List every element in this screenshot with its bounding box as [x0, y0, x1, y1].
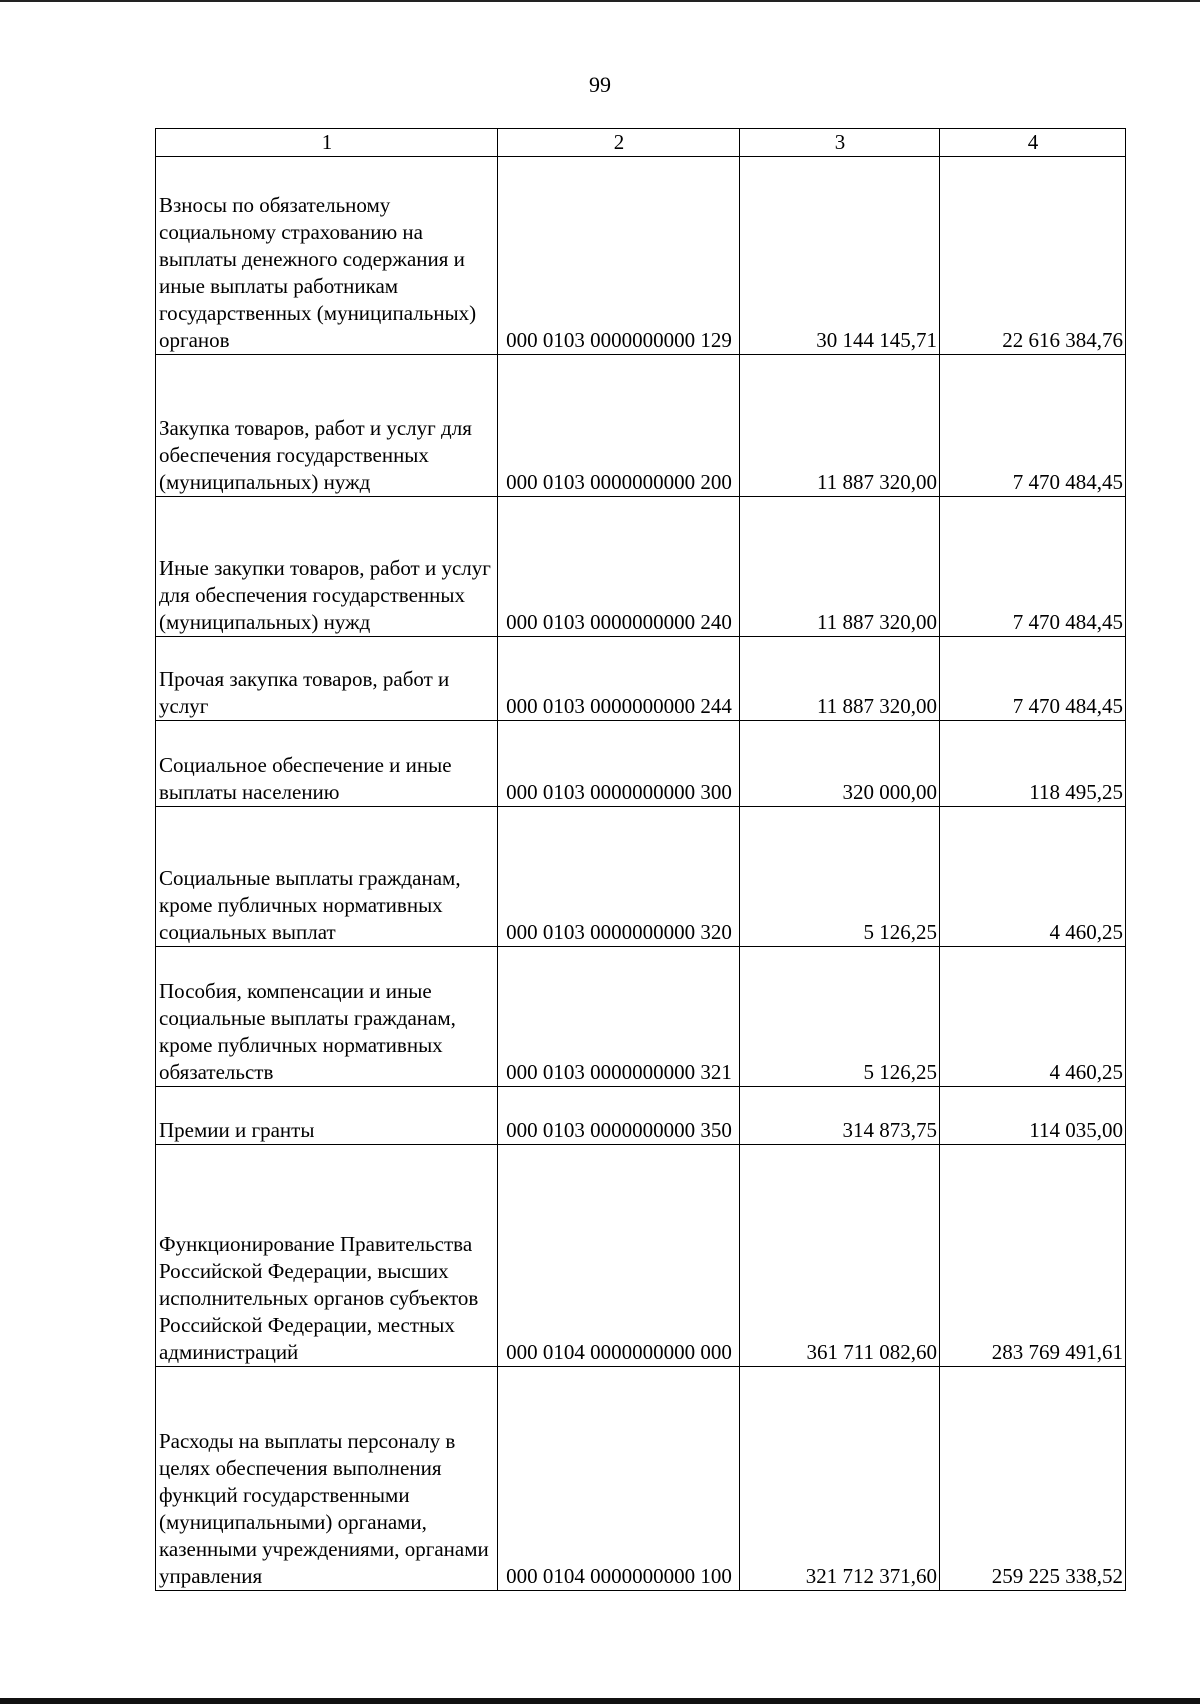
row-value-col4: 22 616 384,76 [940, 157, 1126, 355]
header-col-1: 1 [156, 129, 498, 157]
row-name: Функционирование Правительства Российской Федерации, высших исполнительных органов субъектов Российской Федерации, местных администраций [156, 1145, 498, 1367]
row-code: 000 0103 0000000000 244 [498, 637, 740, 721]
row-name: Социальные выплаты гражданам, кроме публичных нормативных социальных выплат [156, 807, 498, 947]
row-value-col4: 7 470 484,45 [940, 355, 1126, 497]
table-row [156, 1087, 1126, 1145]
row-value-col3: 320 000,00 [740, 721, 940, 807]
header-col-2: 2 [498, 129, 740, 157]
row-name: Пособия, компенсации и иные социальные выплаты гражданам, кроме публичных нормативных обязательств [156, 947, 498, 1087]
row-code: 000 0103 0000000000 200 [498, 355, 740, 497]
top-scan-edge [0, 0, 1200, 2]
row-value-col3: 30 144 145,71 [740, 157, 940, 355]
row-name: Расходы на выплаты персоналу в целях обеспечения выполнения функций государственными (муниципальными) органами, казенными учреждениями, органами управления [156, 1367, 498, 1591]
header-row [156, 129, 1126, 157]
row-value-col3: 314 873,75 [740, 1087, 940, 1145]
table-row [156, 355, 1126, 497]
row-value-col4: 283 769 491,61 [940, 1145, 1126, 1367]
row-code: 000 0104 0000000000 100 [498, 1367, 740, 1591]
table-row [156, 947, 1126, 1087]
row-value-col4: 118 495,25 [940, 721, 1126, 807]
row-name: Социальное обеспечение и иные выплаты населению [156, 721, 498, 807]
row-code: 000 0103 0000000000 320 [498, 807, 740, 947]
row-code: 000 0103 0000000000 350 [498, 1087, 740, 1145]
row-value-col3: 5 126,25 [740, 807, 940, 947]
header-col-4: 4 [940, 129, 1126, 157]
table-row [156, 721, 1126, 807]
table-row [156, 1145, 1126, 1367]
row-value-col3: 321 712 371,60 [740, 1367, 940, 1591]
table-row [156, 497, 1126, 637]
page-number: 99 [589, 72, 611, 97]
row-code: 000 0103 0000000000 240 [498, 497, 740, 637]
header-col-3: 3 [740, 129, 940, 157]
row-code: 000 0104 0000000000 000 [498, 1145, 740, 1367]
row-value-col3: 11 887 320,00 [740, 637, 940, 721]
row-code: 000 0103 0000000000 321 [498, 947, 740, 1087]
row-value-col4: 7 470 484,45 [940, 637, 1126, 721]
bottom-scan-edge [0, 1698, 1200, 1704]
row-value-col4: 4 460,25 [940, 807, 1126, 947]
row-name: Закупка товаров, работ и услуг для обеспечения государственных (муниципальных) нужд [156, 355, 498, 497]
row-value-col4: 7 470 484,45 [940, 497, 1126, 637]
table-row [156, 807, 1126, 947]
row-value-col4: 114 035,00 [940, 1087, 1126, 1145]
row-value-col3: 11 887 320,00 [740, 355, 940, 497]
row-name: Взносы по обязательному социальному страхованию на выплаты денежного содержания и иные выплаты работникам государственных (муниципальных) органов [156, 157, 498, 355]
row-name: Прочая закупка товаров, работ и услуг [156, 637, 498, 721]
row-value-col4: 259 225 338,52 [940, 1367, 1126, 1591]
table-row [156, 637, 1126, 721]
budget-table [155, 128, 1126, 1591]
row-value-col3: 361 711 082,60 [740, 1145, 940, 1367]
row-value-col4: 4 460,25 [940, 947, 1126, 1087]
row-name: Иные закупки товаров, работ и услуг для обеспечения государственных (муниципальных) нужд [156, 497, 498, 637]
row-code: 000 0103 0000000000 300 [498, 721, 740, 807]
row-value-col3: 5 126,25 [740, 947, 940, 1087]
table-row [156, 157, 1126, 355]
row-value-col3: 11 887 320,00 [740, 497, 940, 637]
table-row [156, 1367, 1126, 1591]
row-code: 000 0103 0000000000 129 [498, 157, 740, 355]
row-name: Премии и гранты [156, 1087, 498, 1145]
